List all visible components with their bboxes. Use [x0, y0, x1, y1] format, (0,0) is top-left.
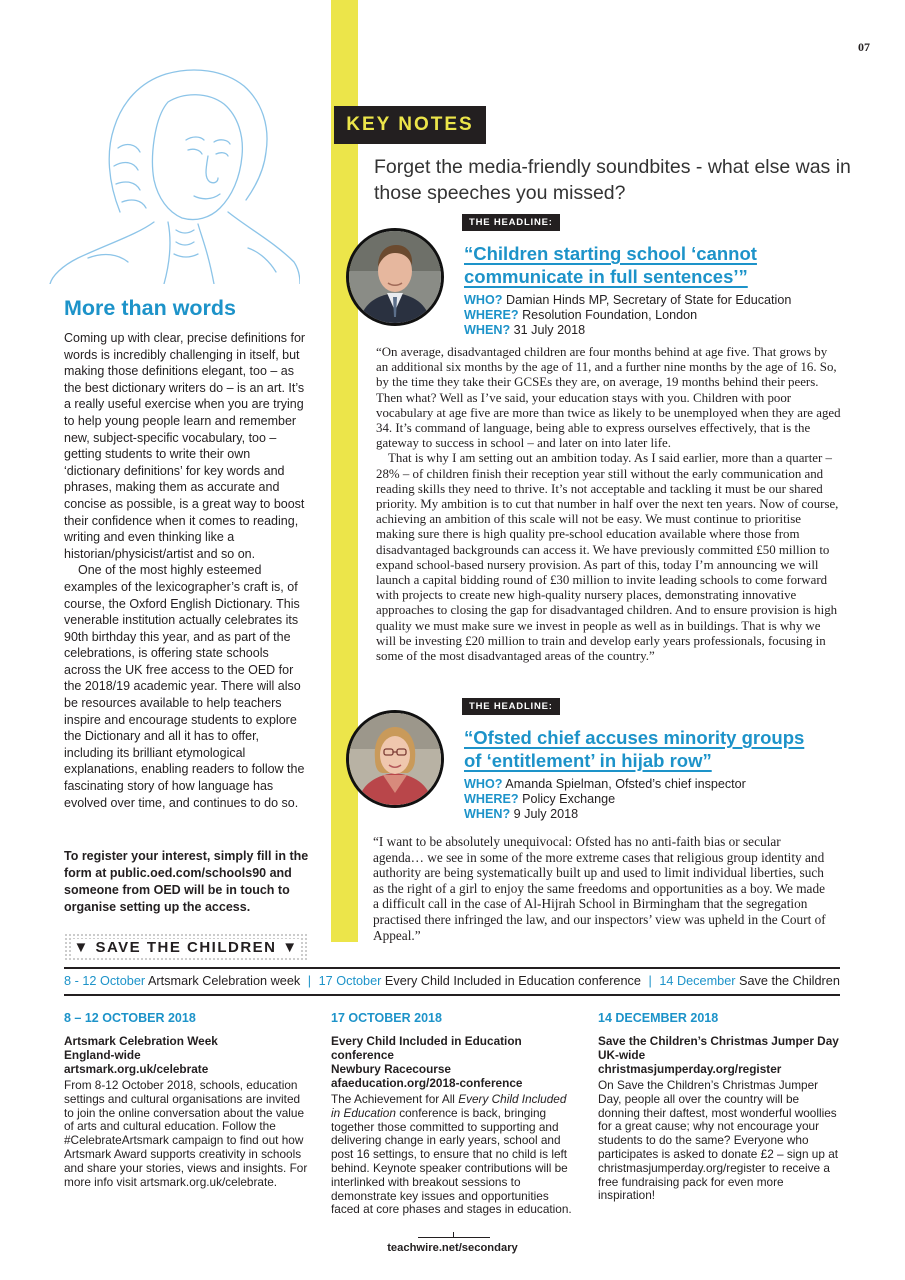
date-strip [64, 974, 854, 988]
strip-date-1: 8 - 12 October [64, 974, 146, 988]
footer-url[interactable]: teachwire.net/secondary [387, 1242, 518, 1254]
strip-date-2: 17 October [318, 974, 382, 988]
strip-event-1: Artsmark Celebration week [147, 974, 301, 988]
amanda-spielman-portrait-image [349, 713, 441, 805]
footer-rule-tick [453, 1232, 454, 1237]
event-1-name: Artsmark Celebration Week [64, 1034, 218, 1048]
date-strip-bottom-rule [64, 994, 840, 996]
key-notes-label: KEY NOTES [334, 106, 486, 144]
strip-event-2: Every Child Included in Education conference [384, 974, 641, 988]
where-label-2: WHERE? [464, 792, 519, 806]
oed-register-cta: To register your interest, simply fill in the form at public.oed.com/schools90 and someone from OED will be in touch to organise setting up the access. [64, 849, 309, 914]
event-2-name: Every Child Included in Education conference [331, 1034, 522, 1062]
sketch-wig-outline [109, 70, 267, 212]
sketch-cravat [164, 222, 214, 284]
strip-separator-2: | [644, 974, 656, 988]
sketch-mouth [194, 194, 220, 199]
event-1-location: England-wide [64, 1048, 141, 1062]
strip-date-3: 14 December [659, 974, 736, 988]
where-value-1: Resolution Foundation, London [522, 308, 698, 322]
sketch-coat-right [228, 212, 300, 284]
sketch-eyebrows [186, 137, 230, 144]
more-than-words-body [64, 330, 309, 811]
sketch-coat-folds [88, 248, 276, 272]
footer-rule [418, 1237, 490, 1238]
sketch-wig-curls [114, 145, 146, 208]
headline-1[interactable] [464, 242, 854, 288]
key-notes-intro: Forget the media-friendly soundbites - what else was in those speeches you missed? [374, 156, 851, 204]
damian-hinds-photo [346, 228, 444, 326]
strip-separator-1: | [304, 974, 315, 988]
when-label-2: WHEN? [464, 807, 511, 821]
who-value-1: Damian Hinds MP, Secretary of State for Education [505, 293, 792, 307]
more-than-words-para-1: Coming up with clear, precise definitions for words is incredibly challenging in itself, but making those definitions elegant, too – as the best dictionary writers do – is an art. It’s a really useful exercise when you are trying to help young people learn and remember new, subject-specific vocabulary, too – getting students to write their own ‘dictionary definitions’ for key words and phrases, making them as accurate and concise as possible, is a great way to boost their confidence when it comes to reading, writing and even thinking like a historian/physicist/artist and so on. [64, 331, 306, 561]
page-number: 07 [858, 40, 870, 54]
headline-tag-1: THE HEADLINE: [462, 214, 560, 231]
event-3-name: Save the Children’s Christmas Jumper Day [598, 1034, 839, 1048]
sketch-face [153, 95, 243, 220]
speech-2-quote-para-1: “I want to be absolutely unequivocal: Ofsted has no anti-faith bias or secular agenda… we see in some of the more extreme cases that religious group identity and authority are being systematically built up and used to limit individual liberties, such as the right of a girl to enjoy the same freedoms and opportunities as a boy. We made a difficult call in the case of Al-Hijrah School in Birmingham that the segregation practised there infringed the law, and our inspectors’ view was upheld in the Court of Appeal.” [373, 834, 826, 943]
who-value-2: Amanda Spielman, Ofsted’s chief inspector [505, 777, 746, 791]
when-value-1: 31 July 2018 [513, 323, 586, 337]
headline-tag-2: THE HEADLINE: [462, 698, 560, 715]
save-the-children-label: ▼ SAVE THE CHILDREN ▼ [73, 938, 299, 956]
headline-2-line-2: of ‘entitlement’ in hijab row” [464, 750, 712, 771]
event-christmas-jumper-day [598, 1011, 843, 1203]
headline-1-line-2: communicate in full sentences’” [464, 266, 748, 287]
speech-1-quote [376, 345, 842, 664]
speech-1-quote-para-2: That is why I am setting out an ambition today. As I said earlier, more than a quarter – 28% – of children finish their reception year still without the early communication and reading skills they need to thrive. It’s not acceptable and tackling it must be our shared priority. My ambition is to cut that number in half over the next ten years. Now of course, achieving an ambition of this scale will not be easy. We must continue to prioritise making sure there is high quality pre-school education available where those from disadvantaged backgrounds can access it. We have previously committed £50 million to expand school-based nursery provision. As part of this, today I’m announcing we will launch a capital bidding round of £30 million to invite leading schools to come forward with projects to create new high-quality nursery places, demonstrating innovative approaches to closing the gap for disadvantaged children. And to ensure provision is high quality we must make sure we invest in people as well as in buildings. That is why we will be investing £20 million to train and develop early years professionals, focusing in some of the most disadvantaged areas of the country.” [376, 451, 839, 664]
more-than-words-para-2: One of the most highly esteemed examples of the lexicographer’s craft is, of course, the Oxford English Dictionary. This venerable institution actually celebrates its 90th birthday this year, and as part of the celebrations, is offering state schools across the UK free access to the OED for the 2018/19 academic year. There will also be resources available to help teachers inspire and encourage students to explore the Dictionary and all it has to offer, including its brilliant etymological explanations, enabling readers to follow the fascinating story of how language has evolved over time, and continues to do so. [64, 563, 305, 810]
more-than-words-title: More than words [64, 296, 237, 320]
event-1-description: From 8-12 October 2018, schools, education settings and cultural organisations are invited to join the online conversation about the value of arts and cultural education. Follow the #CelebrateArtsmark campaign to find out how Artsmark Award supports creativity in schools and share your stories, views and insights. For more info visit artsmark.org.uk/celebrate. [64, 1078, 308, 1189]
where-value-2: Policy Exchange [522, 792, 616, 806]
when-label-1: WHEN? [464, 323, 511, 337]
event-every-child-included [331, 1011, 576, 1217]
event-3-info [598, 1034, 843, 1076]
strip-event-3: Save the Children [739, 974, 840, 988]
when-value-2: 9 July 2018 [513, 807, 579, 821]
headline-1-line-1: “Children starting school ‘cannot [464, 243, 757, 264]
event-3-date: 14 DECEMBER 2018 [598, 1011, 719, 1025]
event-2-info [331, 1034, 576, 1090]
event-1-url[interactable]: artsmark.org.uk/celebrate [64, 1062, 209, 1076]
headline-2-line-1: “Ofsted chief accuses minority groups [464, 727, 805, 748]
damian-hinds-portrait-image [349, 231, 441, 323]
sketch-eyes [188, 149, 228, 156]
event-1-info [64, 1034, 309, 1076]
speech-2-details [464, 777, 854, 822]
date-strip-top-rule [64, 967, 840, 969]
amanda-spielman-photo [346, 710, 444, 808]
headline-2[interactable] [464, 726, 854, 772]
event-2-description [331, 1093, 576, 1217]
event-2-url[interactable]: afaeducation.org/2018-conference [331, 1076, 523, 1090]
event-artsmark [64, 1011, 309, 1189]
save-the-children-logo [64, 933, 308, 961]
event-1-date: 8 – 12 OCTOBER 2018 [64, 1011, 196, 1025]
speech-1-quote-para-1: “On average, disadvantaged children are four months behind at age five. That grows by an additional six months by the age of 11, and a further nine months by the age of 16. So, by the time they take their GCSEs they are, on average, 19 months behind their peers. Then what? Well as I’ve said, your education stays with you. Children with poor vocabulary at age five are more than twice as likely to be unemployed when they are aged 34. It’s command of language, being able to express ourselves effectively, that is the gateway to success in school – and later on into later life. [376, 345, 841, 451]
sketch-cravat-folds [174, 230, 198, 257]
event-3-url[interactable]: christmasjumperday.org/register [598, 1062, 782, 1076]
event-2-date: 17 OCTOBER 2018 [331, 1011, 442, 1025]
sketch-coat-left [50, 222, 154, 284]
event-3-location: UK-wide [598, 1048, 646, 1062]
event-2-desc-part-1: The Achievement for All [331, 1092, 459, 1106]
sketch-nose [206, 156, 218, 183]
who-label-1: WHO? [464, 293, 503, 307]
event-3-description: On Save the Children’s Christmas Jumper Day, people all over the country will be donning their daftest, most wonderful woollies for a great cause; why not encourage your students to do the same? Everyone who participates is asked to donate £2 – sign up at christmasjumperday.org/register to receive a free fundraising pack for even more inspiration! [598, 1078, 839, 1203]
event-2-desc-part-2: conference is back, bringing together those committed to supporting and delivering change in early years, school and post 16 settings, to ensure that no child is left behind. Keynote speaker contributions will be interlinked with breakout sessions to demonstrate key issues and opportunities faced at core phases and stages in education. [331, 1105, 572, 1217]
speech-1-details [464, 293, 854, 338]
event-2-desc-italic: Every Child Included in Education [331, 1092, 567, 1120]
event-2-location: Newbury Racecourse [331, 1062, 451, 1076]
portrait-sketch-illustration [48, 62, 300, 284]
where-label-1: WHERE? [464, 308, 519, 322]
who-label-2: WHO? [464, 777, 503, 791]
speech-2-quote [373, 834, 833, 943]
